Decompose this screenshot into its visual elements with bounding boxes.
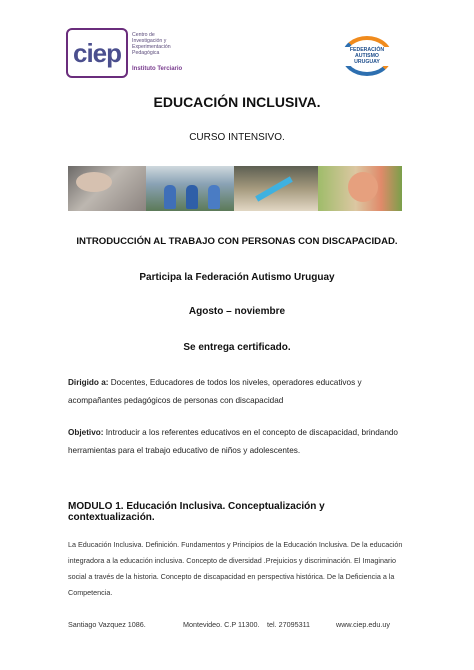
- footer: [68, 620, 408, 632]
- federacion-autismo-logo: [340, 36, 394, 76]
- dates-heading: Agosto – noviembre: [188, 306, 286, 317]
- objetivo-paragraph: [68, 424, 408, 460]
- intro-heading: INTRODUCCIÓN AL TRABAJO CON PERSONAS CON DISCAPACIDAD.: [76, 236, 398, 247]
- objetivo-label: Objetivo:: [68, 428, 104, 437]
- ciep-logo-mark: ciep: [66, 28, 128, 78]
- chalk-drawing-photo: [234, 166, 318, 211]
- dirigido-paragraph: [68, 374, 408, 410]
- dirigido-label: Dirigido a:: [68, 378, 109, 387]
- fau-logo-text: FEDERACIÓN AUTISMO URUGUAY: [340, 47, 394, 66]
- holding-hands-photo: [318, 166, 402, 211]
- footer-city: Montevideo. C.P 11300.: [183, 620, 260, 629]
- document-subtitle: CURSO INTENSIVO.: [189, 132, 285, 143]
- braille-hand-photo: [68, 166, 146, 211]
- footer-phone: tel. 27095311: [267, 620, 311, 629]
- footer-address: Santiago Vazquez 1086.: [68, 620, 146, 629]
- photo-strip: [68, 166, 402, 211]
- participation-heading: Participa la Federación Autismo Uruguay: [139, 272, 335, 283]
- document-title: EDUCACIÓN INCLUSIVA.: [153, 94, 321, 110]
- ciep-logo: [66, 28, 196, 80]
- objetivo-text: Introducir a los referentes educativos en el concepto de discapacidad, brindando herramientas para el trabajo educativo de niños y adolescentes.: [68, 428, 398, 455]
- certificate-heading: Se entrega certificado.: [183, 342, 291, 353]
- dirigido-text: Docentes, Educadores de todos los niveles, operadores educativos y acompañantes pedagógicos de personas con discapacidad: [68, 378, 362, 405]
- module-description: La Educación Inclusiva. Definición. Fundamentos y Principios de la Educación Inclusiva. De la educación integradora a la educación inclusiva. Concepto de diversidad .Prejuicios y discriminación. El Imaginario social a través de la historia. Concepto de discapacidad en perspectiva histórica. De la Deficiencia a la Competencia.: [68, 540, 403, 597]
- footer-website[interactable]: www.ciep.edu.uy: [336, 620, 390, 629]
- ciep-logo-text: Centro de Investigación y Experimentación Pedagógica: [132, 32, 171, 56]
- children-school-photo: [146, 166, 234, 211]
- module-title: MODULO 1. Educación Inclusiva. Conceptualización y contextualización.: [68, 501, 325, 523]
- ciep-logo-subtitle: Instituto Terciario: [132, 66, 183, 72]
